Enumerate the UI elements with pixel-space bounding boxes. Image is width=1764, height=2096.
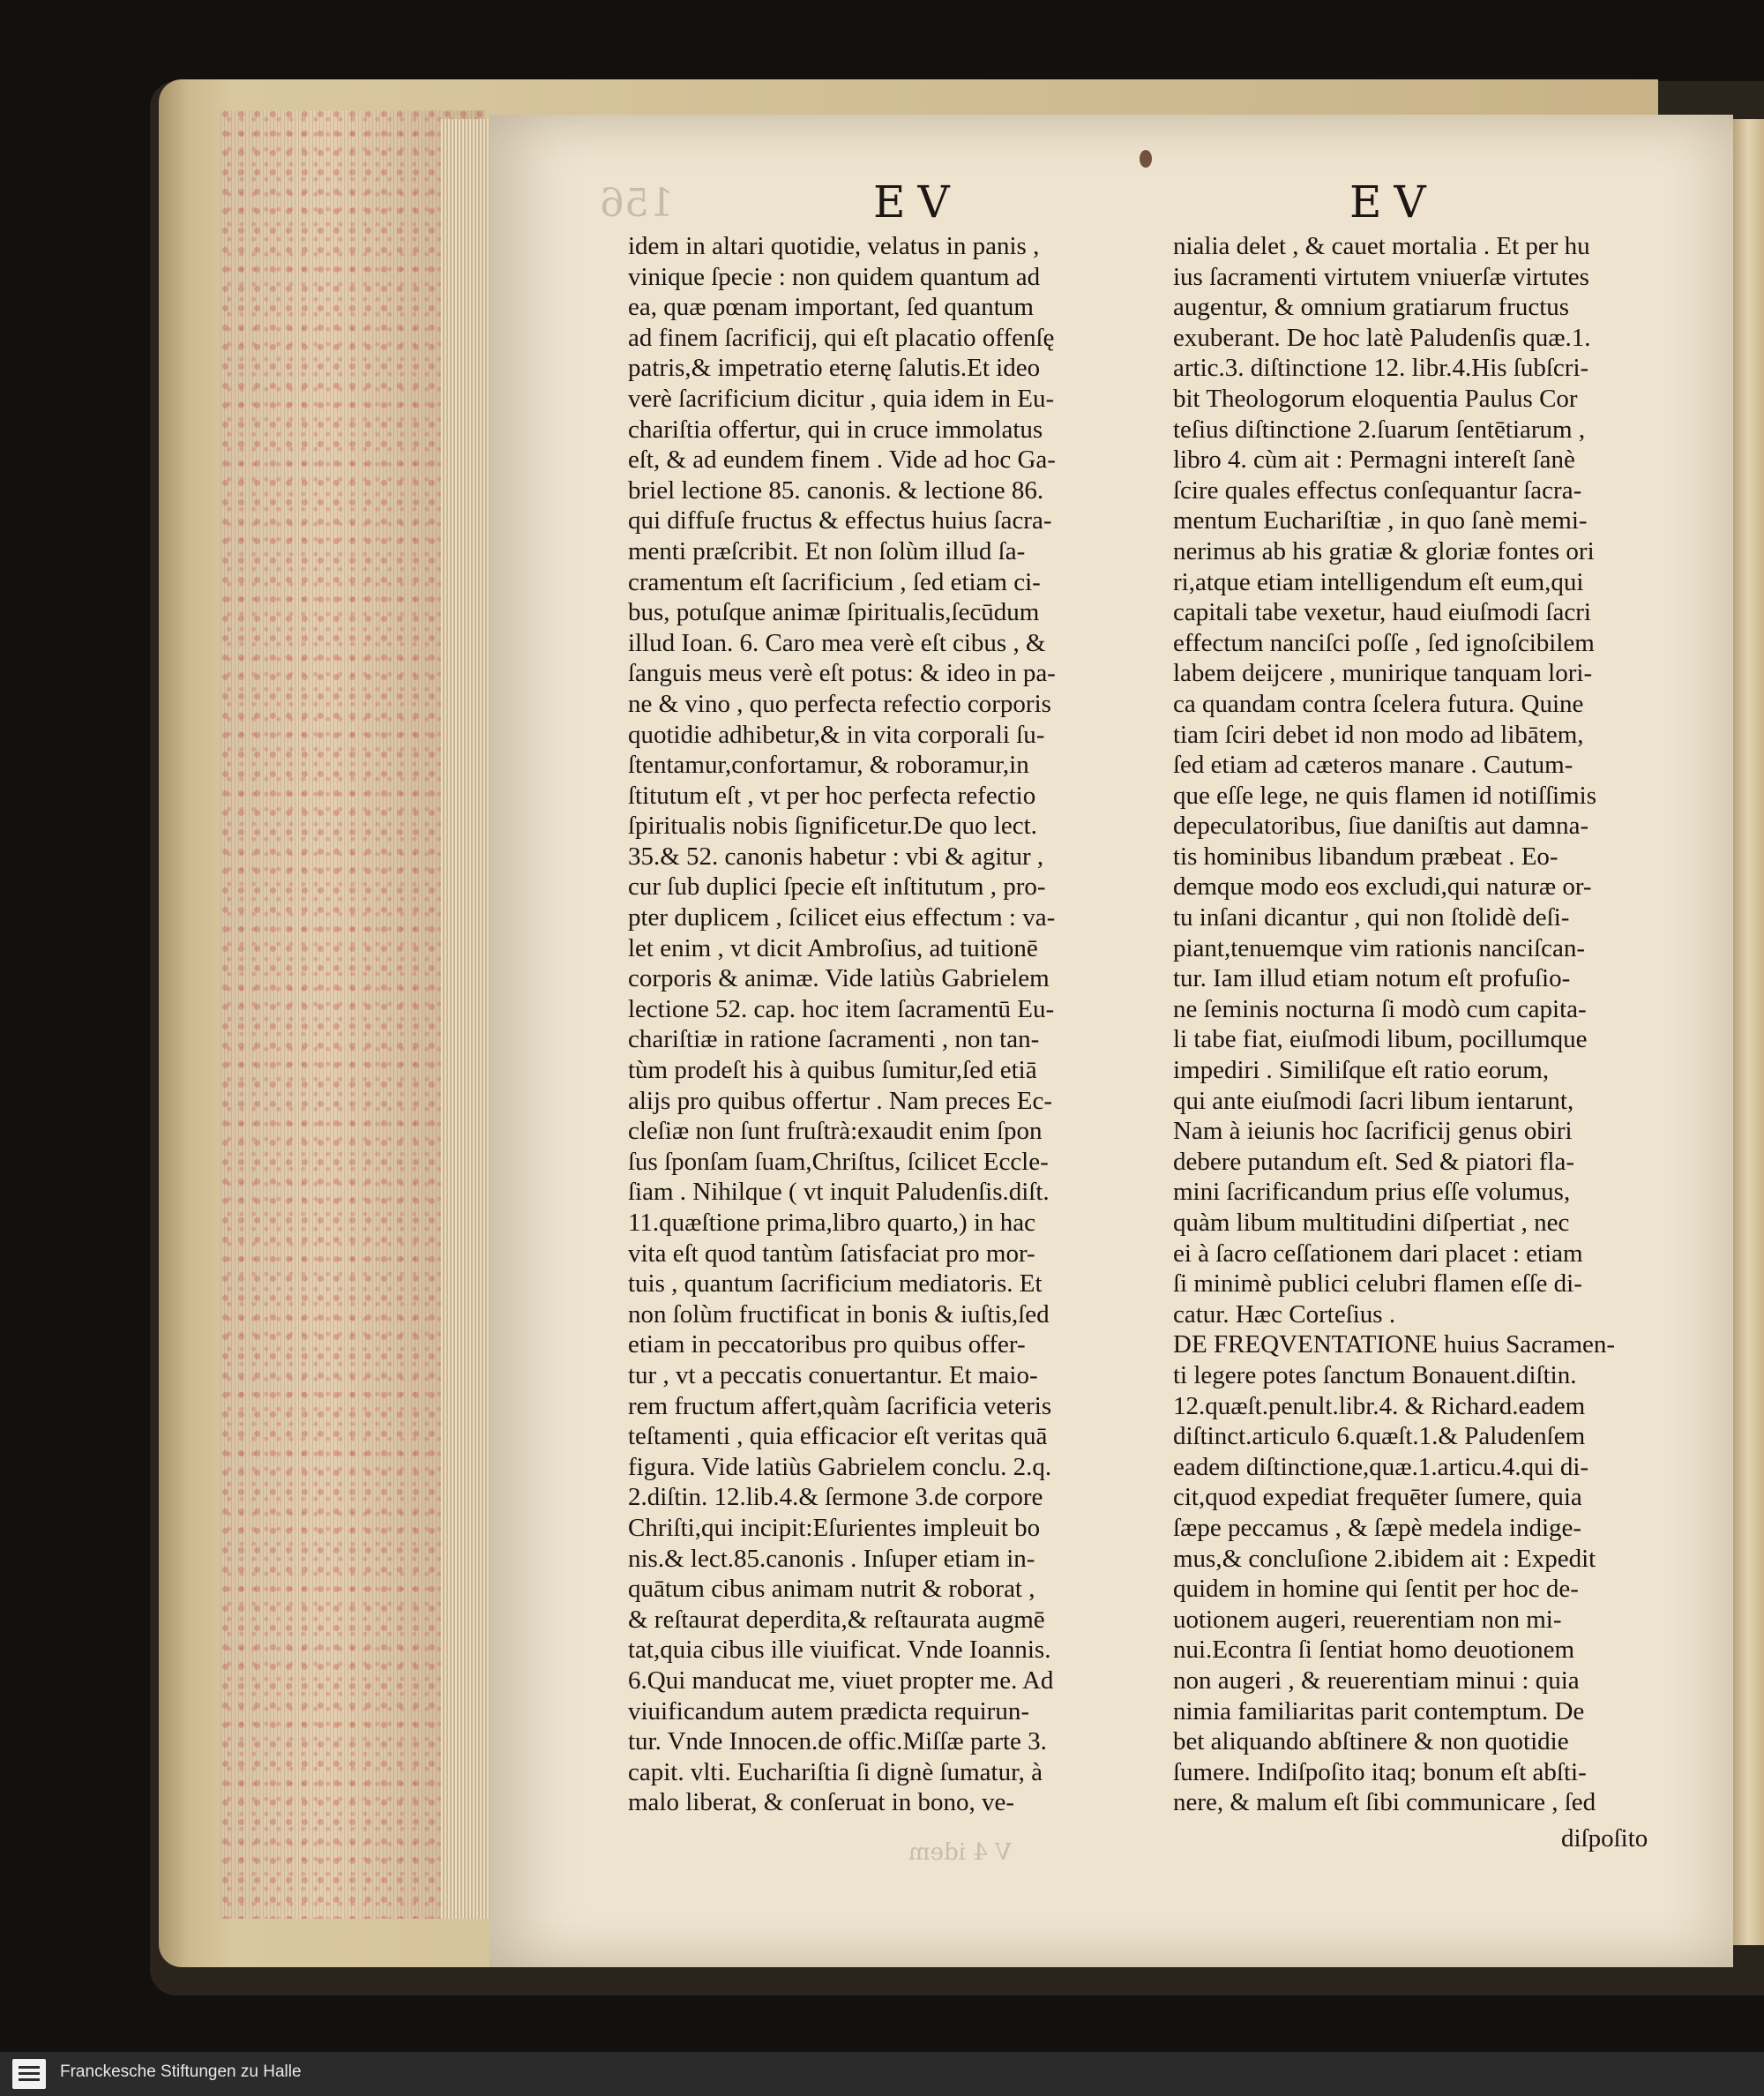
text-line: piant,tenuemque vim rationis nanciſcan- xyxy=(1173,933,1586,962)
text-line: mini ſacrificandum prius eſſe volumus, xyxy=(1173,1178,1571,1207)
text-line: chariſtiæ in ratione ſacramenti , non tan- xyxy=(628,1025,1040,1054)
text-line: nerimus ab his gratiæ & gloriæ fontes ori xyxy=(1173,536,1595,565)
text-line: non ſolùm fructificat in bonis & iuſtis,ſed xyxy=(628,1299,1050,1329)
text-line: briel lectione 85. canonis. & lectione 86. xyxy=(628,475,1044,505)
text-line: bet aliquando abſtinere & non quotidie xyxy=(1173,1727,1569,1756)
text-line: let enim , vt dicit Ambroſius, ad tuitionē xyxy=(628,933,1038,962)
ink-stain xyxy=(1140,150,1152,168)
text-line: nui.Econtra ſi ſentiat homo deuotionem xyxy=(1173,1636,1575,1665)
text-line: teſius diſtinctione 2.ſuarum ſentētiarum , xyxy=(1173,415,1586,444)
text-line: rem fructum affert,quàm ſacrificia veteris xyxy=(628,1391,1052,1420)
text-line: tùm prodeſt his à quibus ſumitur,ſed etiā xyxy=(628,1056,1037,1085)
text-line: ſæpe peccamus , & ſæpè medela indige- xyxy=(1173,1513,1582,1542)
text-line: tat,quia cibus ille viuificat. Vnde Ioannis. xyxy=(628,1636,1051,1665)
right-text-column xyxy=(1173,231,1729,1818)
text-line: ſpiritualis nobis ſignificetur.De quo lect. xyxy=(628,812,1037,841)
text-line: debere putandum eſt. Sed & piatori fla- xyxy=(1173,1147,1574,1176)
text-line: malo liberat, & conſeruat in bono, ve- xyxy=(628,1788,1015,1817)
text-line: ſumere. Indiſpoſito itaq; bonum eſt abſti- xyxy=(1173,1757,1587,1786)
text-line: qui diffuſe fructus & effectus huius ſacra- xyxy=(628,506,1052,535)
text-line: ius ſacramenti virtutem vniuerſæ virtutes xyxy=(1173,262,1589,291)
text-line: capit. vlti. Euchariſtia ſi dignè ſumatur, à xyxy=(628,1757,1043,1786)
text-line: nis.& lect.85.canonis . Inſuper etiam in- xyxy=(628,1544,1035,1573)
right-page-edge xyxy=(1733,119,1764,1945)
text-line: 12.quæſt.penult.libr.4. & Richard.eadem xyxy=(1173,1391,1586,1420)
footer-bar xyxy=(0,2052,1764,2096)
text-line: patris,& impetratio eternę ſalutis.Et ideo xyxy=(628,354,1041,383)
text-line: quātum cibus animam nutrit & roborat , xyxy=(628,1575,1035,1604)
text-line: tur , vt a peccatis conuertantur. Et maio- xyxy=(628,1360,1038,1389)
page-fore-edge xyxy=(441,119,494,1919)
text-line: eſt, & ad eundem finem . Vide ad hoc Ga- xyxy=(628,445,1056,475)
text-line: ea, quæ pœnam important, ſed quantum xyxy=(628,293,1034,322)
text-line: quidem in homine qui ſentit per hoc de- xyxy=(1173,1575,1579,1604)
running-head-left: EV xyxy=(873,176,962,228)
text-line: que eſſe lege, ne quis flamen id notiſſimis xyxy=(1173,781,1597,810)
text-line: cur ſub duplici ſpecie eſt inſtitutum , pro- xyxy=(628,872,1046,902)
text-line: ne & vino , quo perfecta refectio corporis xyxy=(628,689,1051,718)
text-line: ca quandam contra ſcelera futura. Quine xyxy=(1173,689,1584,718)
text-line: exuberant. De hoc latè Paludenſis quæ.1. xyxy=(1173,323,1591,352)
text-line: lectione 52. cap. hoc item ſacramentū Eu- xyxy=(628,994,1055,1023)
text-line: bit Theologorum eloquentia Paulus Cor xyxy=(1173,384,1578,413)
text-line: ſcire quales effectus conſequantur ſacra- xyxy=(1173,475,1582,505)
text-line: ſi minimè publici celubri flamen eſſe di- xyxy=(1173,1269,1582,1299)
text-line: ſtitutum eſt , vt per hoc perfecta refectio xyxy=(628,781,1036,810)
institution-name: Franckesche Stiftungen zu Halle xyxy=(60,2062,302,2081)
running-head-right: EV xyxy=(1349,176,1439,228)
text-line: ſtentamur,confortamur, & roboramur,in xyxy=(628,751,1029,780)
text-line: Nam à ieiunis hoc ſacrificij genus obiri xyxy=(1173,1117,1573,1146)
text-line: alijs pro quibus offertur . Nam preces Ec- xyxy=(628,1086,1053,1115)
text-line: corporis & animæ. Vide latiùs Gabrielem xyxy=(628,964,1050,993)
text-line: pter duplicem , ſcilicet eius effectum : va- xyxy=(628,903,1056,932)
text-line: 11.quæſtione prima,libro quarto,) in hac xyxy=(628,1209,1036,1237)
text-line: cit,quod expediat frequēter ſumere, quia xyxy=(1173,1483,1582,1512)
text-line: idem in altari quotidie, velatus in panis , xyxy=(628,232,1040,260)
text-line: catur. Hæc Corteſius . xyxy=(1173,1299,1396,1329)
text-line: cleſiæ non ſunt fruſtrà:exaudit enim ſpon xyxy=(628,1117,1043,1146)
text-line: tu inſani dicantur , qui non ſtolidè deſi- xyxy=(1173,903,1570,932)
text-line: eadem diſtinctione,quæ.1.articu.4.qui di- xyxy=(1173,1452,1589,1481)
text-line: viuificandum autem prædicta requirun- xyxy=(628,1696,1029,1725)
text-line: impediri . Similiſque eſt ratio eorum, xyxy=(1173,1056,1550,1085)
text-line: demque modo eos excludi,qui naturæ or- xyxy=(1173,872,1592,902)
text-line: ſus ſponſam ſuam,Chriſtus, ſcilicet Eccle- xyxy=(628,1147,1049,1176)
text-line: uotionem augeri, reuerentiam non mi- xyxy=(1173,1605,1562,1634)
text-line: capitali tabe vexetur, haud eiuſmodi ſacri xyxy=(1173,598,1591,627)
text-line: ſanguis meus verè eſt potus: & ideo in pa- xyxy=(628,659,1056,688)
text-line: vinique ſpecie : non quidem quantum ad xyxy=(628,262,1041,291)
text-line: labem deijcere , munirique tanquam lori- xyxy=(1173,659,1593,688)
text-line: 6.Qui manducat me, viuet propter me. Ad xyxy=(628,1666,1054,1695)
text-line: verè ſacrificium dicitur , quia idem in Eu- xyxy=(628,384,1055,413)
text-line: ne ſeminis nocturna ſi modò cum capita- xyxy=(1173,994,1587,1023)
bleed-through-page-number: 156 xyxy=(600,181,674,226)
text-line: Chriſti,qui incipit:Eſurientes impleuit bo xyxy=(628,1513,1041,1542)
text-line: non augeri , & reuerentiam minui : quia xyxy=(1173,1666,1580,1695)
institution-logo-icon xyxy=(12,2059,46,2089)
text-line: 35.& 52. canonis habetur : vbi & agitur , xyxy=(628,842,1044,871)
text-line: 2.diſtin. 12.lib.4.& ſermone 3.de corpore xyxy=(628,1483,1043,1512)
text-line: li tabe fiat, eiuſmodi libum, pocillumque xyxy=(1173,1025,1588,1054)
text-line: diſtinct.articulo 6.quæſt.1.& Paludenſem xyxy=(1173,1422,1586,1451)
catchword: diſpoſito xyxy=(1561,1824,1648,1853)
text-line: ſiam . Nihilque ( vt inquit Paludenſis.diſt. xyxy=(628,1178,1050,1207)
text-line: tiam ſciri debet id non modo ad libātem, xyxy=(1173,720,1584,749)
text-line: ri,atque etiam intelligendum eſt eum,qui xyxy=(1173,567,1584,596)
text-line: vita eſt quod tantùm ſatisfaciat pro mor- xyxy=(628,1239,1035,1268)
text-line: tis hominibus libandum præbeat . Eo- xyxy=(1173,842,1558,871)
text-line: mus,& concluſione 2.ibidem ait : Expedit xyxy=(1173,1544,1596,1573)
text-line: bus, potuſque animæ ſpiritualis,ſecūdum xyxy=(628,598,1040,627)
text-line: ei à ſacro ceſſationem dari placet : etiam xyxy=(1173,1239,1583,1268)
text-line: nialia delet , & cauet mortalia . Et per hu xyxy=(1173,232,1590,260)
bleed-through-bottom: V 4 idem xyxy=(908,1839,1012,1866)
text-line: depeculatoribus, ſiue daniſtis aut damna- xyxy=(1173,812,1589,841)
text-line: ad finem ſacrificij, qui eſt placatio offenſę xyxy=(628,323,1055,352)
text-line: effectum nanciſci poſſe , ſed ignoſcibilem xyxy=(1173,628,1595,657)
text-line: quàm libum multitudini diſpertiat , nec xyxy=(1173,1209,1570,1237)
text-line: quotidie adhibetur,& in vita corporali ſu- xyxy=(628,720,1045,749)
text-line: qui ante eiuſmodi ſacri libum ientarunt, xyxy=(1173,1086,1574,1115)
text-line: ſed etiam ad cæteros manare . Cautum- xyxy=(1173,751,1573,780)
text-line: teſtamenti , quia efficacior eſt veritas quā xyxy=(628,1422,1048,1451)
text-line: tur. Vnde Innocen.de offic.Miſſæ parte 3. xyxy=(628,1727,1047,1756)
text-line: tur. Iam illud etiam notum eſt profuſio- xyxy=(1173,964,1571,993)
text-line: chariſtia offertur, qui in cruce immolatus xyxy=(628,415,1043,444)
text-line: augentur, & omnium gratiarum fructus xyxy=(1173,293,1570,322)
left-text-column xyxy=(628,231,1166,1818)
text-line: ti legere potes ſanctum Bonauent.diſtin. xyxy=(1173,1360,1577,1389)
text-line: mentum Euchariſtiæ , in quo ſanè memi- xyxy=(1173,506,1588,535)
text-line: illud Ioan. 6. Caro mea verè eſt cibus , & xyxy=(628,628,1046,657)
text-line: libro 4. cùm ait : Permagni intereſt ſanè xyxy=(1173,445,1575,475)
text-line: etiam in peccatoribus pro quibus offer- xyxy=(628,1330,1026,1359)
text-line: artic.3. diſtinctione 12. libr.4.His ſubſcri- xyxy=(1173,354,1589,383)
text-line: tuis , quantum ſacrificium mediatoris. Et xyxy=(628,1269,1043,1299)
text-line: nimia familiaritas parit contemptum. De xyxy=(1173,1696,1585,1725)
text-line: DE FREQVENTATIONE huius Sacramen- xyxy=(1173,1330,1616,1359)
text-line: & reſtaurat deperdita,& reſtaurata augmē xyxy=(628,1605,1045,1634)
text-line: menti præſcribit. Et non ſolùm illud ſa- xyxy=(628,536,1026,565)
text-line: cramentum eſt ſacrificium , ſed etiam ci- xyxy=(628,567,1041,596)
text-line: nere, & malum eſt ſibi communicare , ſed xyxy=(1173,1788,1596,1817)
text-line: figura. Vide latiùs Gabrielem conclu. 2.q. xyxy=(628,1452,1052,1481)
